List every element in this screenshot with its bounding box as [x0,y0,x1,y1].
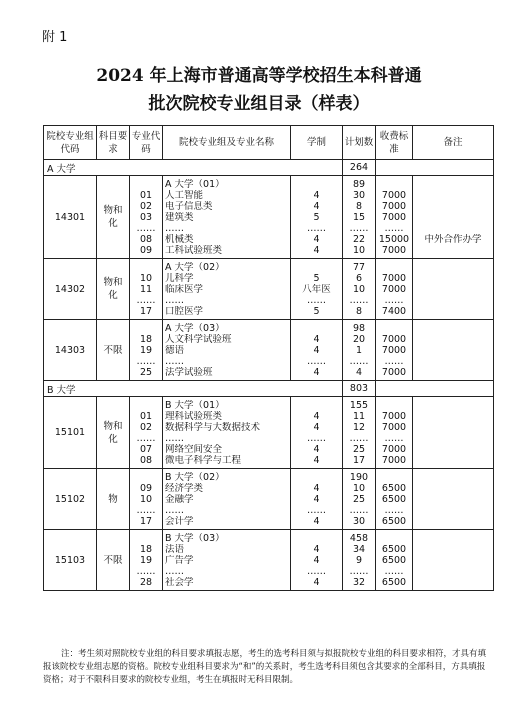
major-code: …… [136,505,156,516]
major-remark [413,433,493,444]
major-plan: …… [349,295,369,306]
subject-requirement: 物和化 [97,259,130,320]
major-remark [413,566,493,577]
major-name: 网络空间安全 [165,444,223,455]
major-name: 社会学 [165,577,194,588]
major-name: 临床医学 [165,284,204,295]
major-code: 09 [139,483,153,494]
major-plan: 4 [355,367,363,378]
group-code: 14303 [44,320,97,381]
major-fee-column [376,397,413,469]
major-code-column [130,530,163,591]
major-name: …… [165,566,184,577]
major-remark [413,179,493,190]
major-name: 建筑类 [165,212,194,223]
major-name: …… [165,356,184,367]
major-name: 法学试验班 [165,367,213,378]
major-code-column [130,469,163,530]
group-row [44,397,494,469]
university-row [44,381,494,397]
header-plan: 计划数 [343,126,376,160]
major-name: B 大学（03） [165,533,225,544]
major-name: B 大学（01） [165,400,225,411]
major-fee: 7000 [381,284,407,295]
major-duration: …… [307,295,326,306]
major-code: 28 [139,577,153,588]
group-row [44,320,494,381]
group-code: 15101 [44,397,97,469]
major-code-column [130,397,163,469]
group-row [44,469,494,530]
major-code: 11 [139,284,153,295]
major-duration [291,323,342,334]
major-fee: 7000 [381,245,407,256]
major-code: 17 [139,516,153,527]
header-remark: 备注 [413,126,494,160]
major-fee-column [376,320,413,381]
major-code: 18 [139,544,153,555]
major-duration: 5 [313,273,320,284]
major-name: 会计学 [165,516,194,527]
major-plan: 1 [355,345,363,356]
major-name: 儿科学 [165,273,194,284]
major-duration [291,533,342,544]
major-plan: 30 [352,516,366,527]
major-remark [413,483,493,494]
major-duration: 4 [313,245,320,256]
major-name: 微电子科学与工程 [165,455,242,466]
major-fee: 7000 [381,444,407,455]
major-remark [413,356,493,367]
major-duration [291,179,342,190]
major-code: 10 [139,273,153,284]
major-duration-column [291,176,343,259]
major-fee: …… [384,566,404,577]
major-fee-column [376,259,413,320]
major-plan: 12 [352,422,366,433]
major-plan-column [343,176,376,259]
major-remark [413,577,493,588]
subject-requirement: 物和化 [97,176,130,259]
major-code [130,533,162,544]
major-code: 08 [139,455,153,466]
major-name: 数据科学与大数据技术 [165,422,261,433]
major-remark [413,422,493,433]
subject-requirement: 物 [97,469,130,530]
major-name: …… [165,295,184,306]
major-plan: 32 [352,577,366,588]
major-code [130,323,162,334]
major-remark [413,555,493,566]
group-code: 15102 [44,469,97,530]
major-code: 08 [139,234,153,245]
subject-requirement: 不限 [97,320,130,381]
major-plan: 10 [352,483,366,494]
major-duration-column [291,469,343,530]
major-code [130,400,162,411]
major-code: 01 [139,190,153,201]
major-code: 19 [139,555,153,566]
major-duration: …… [307,433,326,444]
major-code: …… [136,295,156,306]
major-remark [413,455,493,466]
major-fee: …… [384,433,404,444]
group-code: 15103 [44,530,97,591]
major-plan: …… [349,505,369,516]
major-duration: 4 [313,234,320,245]
major-fee: 6500 [381,544,407,555]
major-name-column [163,320,291,381]
university-row-blank [376,160,494,176]
major-fee: …… [384,356,404,367]
major-plan: 10 [352,245,366,256]
major-remark [413,201,493,212]
major-plan-column [343,530,376,591]
major-fee: …… [384,223,404,234]
major-fee: 7000 [381,212,407,223]
major-name: 机械类 [165,234,194,245]
major-duration: 4 [313,516,320,527]
major-remark [413,245,493,256]
major-plan: 8 [355,306,363,317]
major-plan: 11 [352,411,366,422]
header-subject-req: 科目要求 [97,126,130,160]
major-name: 广告学 [165,555,194,566]
major-name: …… [165,505,184,516]
major-code: 01 [139,411,153,422]
major-duration: 4 [313,483,320,494]
header-name: 院校专业组及专业名称 [163,126,291,160]
major-plan-column [343,397,376,469]
document-title-line1: 2024 年上海市普通高等学校招生本科普通 [96,66,422,86]
major-name-column [163,176,291,259]
major-name: A 大学（01） [165,179,225,190]
major-fee [376,323,412,334]
major-fee: 6500 [381,516,407,527]
major-duration-column [291,259,343,320]
major-plan: 25 [352,494,366,505]
major-code: 17 [139,306,153,317]
major-duration: 4 [313,345,320,356]
major-duration: 4 [313,334,320,345]
major-fee: 7000 [381,455,407,466]
major-duration: 4 [313,494,320,505]
major-duration [291,400,342,411]
major-code: 10 [139,494,153,505]
major-fee-column [376,530,413,591]
major-fee [376,262,412,273]
major-duration [291,472,342,483]
major-remark [413,367,493,378]
major-duration: 4 [313,555,320,566]
major-code: 25 [139,367,153,378]
major-duration: 4 [313,411,320,422]
major-remark: 中外合作办学 [424,234,482,245]
major-duration: 4 [313,544,320,555]
major-name: 工科试验班类 [165,245,223,256]
major-fee: 6500 [381,483,407,494]
major-code: …… [136,566,156,577]
major-remark [413,223,493,234]
major-remark [413,295,493,306]
major-remark [413,400,493,411]
major-code [130,262,162,273]
major-remark [413,505,493,516]
major-code: 07 [139,444,153,455]
attachment-label: 附 1 [42,30,68,45]
major-fee: 7000 [381,334,407,345]
major-plan-column [343,259,376,320]
major-name: 人文科学试验班 [165,334,232,345]
major-name: 理科试验班类 [165,411,223,422]
major-code: 19 [139,345,153,356]
header-duration: 学制 [291,126,343,160]
university-row-blank [376,381,494,397]
major-name-column [163,469,291,530]
major-code: …… [136,356,156,367]
major-fee: 7000 [381,422,407,433]
header-group-code: 院校专业组代码 [44,126,97,160]
major-remark [413,273,493,284]
major-plan-column [343,320,376,381]
major-code: 18 [139,334,153,345]
major-duration: …… [307,223,326,234]
major-name-column [163,259,291,320]
major-remark [413,306,493,317]
major-fee: …… [384,295,404,306]
major-fee: 6500 [381,577,407,588]
university-plan: 803 [343,381,376,397]
major-fee [376,400,412,411]
group-row [44,530,494,591]
major-fee [376,179,412,190]
major-remark [413,190,493,201]
major-name: 口腔医学 [165,306,204,317]
major-duration: 4 [313,444,320,455]
major-code: …… [136,223,156,234]
major-remark [413,262,493,273]
major-name: 德语 [165,345,185,356]
major-code: 02 [139,201,153,212]
major-fee: 7400 [381,306,407,317]
major-remark [413,212,493,223]
major-duration: 5 [313,212,320,223]
major-plan: …… [349,223,369,234]
subject-requirement: 不限 [97,530,130,591]
major-code: …… [136,433,156,444]
major-name: …… [165,223,184,234]
university-row [44,160,494,176]
major-duration: …… [307,566,326,577]
major-duration: 八年医 [302,284,331,295]
major-plan: 15 [352,212,366,223]
major-plan: 34 [352,544,366,555]
major-fee: 15000 [378,234,410,245]
major-plan: 22 [352,234,366,245]
major-remark-column [413,320,494,381]
major-plan: 30 [352,190,366,201]
major-plan: 8 [355,201,363,212]
header-major-code: 专业代码 [130,126,163,160]
header-row [44,126,494,160]
major-code-column [130,176,163,259]
major-name: 金融学 [165,494,194,505]
major-fee: 7000 [381,367,407,378]
major-remark-column [413,397,494,469]
major-remark [413,533,493,544]
major-remark [413,334,493,345]
major-plan: …… [349,356,369,367]
major-fee: 6500 [381,494,407,505]
subject-requirement: 物和化 [97,397,130,469]
major-fee: 7000 [381,190,407,201]
major-plan: 77 [352,262,366,273]
major-plan: 458 [349,533,369,544]
major-remark-column [413,530,494,591]
major-name: 法语 [165,544,185,555]
major-remark [413,411,493,422]
major-code-column [130,320,163,381]
major-plan: 190 [349,472,369,483]
university-plan: 264 [343,160,376,176]
major-name: A 大学（02） [165,262,225,273]
major-remark [413,472,493,483]
major-fee [376,472,412,483]
major-remark [413,544,493,555]
major-duration: 4 [313,367,320,378]
major-plan: 17 [352,455,366,466]
major-plan: 10 [352,284,366,295]
major-name-column [163,397,291,469]
major-fee: 7000 [381,201,407,212]
document-title-line2: 批次院校专业组目录（样表） [148,94,370,114]
major-fee-column [376,469,413,530]
major-plan: 20 [352,334,366,345]
major-remark-column [413,469,494,530]
major-code [130,472,162,483]
major-plan: 9 [355,555,363,566]
major-duration: 4 [313,577,320,588]
major-plan: 6 [355,273,363,284]
major-name: 人工智能 [165,190,204,201]
major-plan: 89 [352,179,366,190]
footnote: 注：考生须对照院校专业组的科目要求填报志愿，考生的选考科目须与拟报院校专业组的科目要求相符，才具有填报该院校专业组志愿的资格。院校专业组科目要求为“和”的关系时，考生选考科目须包含其要求的全部科目，方具填报资格；对于不限科目要求的院校专业组，考生在填报时无科目限制。 [43,649,487,685]
catalog-table [43,125,494,591]
major-name: A 大学（03） [165,323,225,334]
major-remark [413,345,493,356]
major-fee: 6500 [381,555,407,566]
major-duration: 5 [313,306,320,317]
major-duration: …… [307,505,326,516]
major-remark [413,494,493,505]
group-row [44,259,494,320]
major-duration: 4 [313,190,320,201]
major-duration: 4 [313,201,320,212]
major-duration-column [291,397,343,469]
major-name: …… [165,433,184,444]
header-fee: 收费标准 [376,126,413,160]
major-remark-column [413,176,494,259]
major-name: 电子信息类 [165,201,213,212]
major-fee: …… [384,505,404,516]
major-fee-column [376,176,413,259]
university-name: A 大学 [44,160,343,176]
major-remark [413,444,493,455]
major-duration [291,262,342,273]
major-duration: 4 [313,422,320,433]
major-duration-column [291,530,343,591]
major-code: 03 [139,212,153,223]
major-remark [413,323,493,334]
major-plan: …… [349,433,369,444]
major-fee: 7000 [381,273,407,284]
major-code: 09 [139,245,153,256]
major-code [130,179,162,190]
major-remark-column [413,259,494,320]
major-plan: 98 [352,323,366,334]
major-fee: 7000 [381,411,407,422]
major-remark [413,284,493,295]
major-duration: 4 [313,455,320,466]
major-name-column [163,530,291,591]
group-code: 14301 [44,176,97,259]
university-name: B 大学 [44,381,343,397]
major-remark [413,516,493,527]
major-code-column [130,259,163,320]
major-name: B 大学（02） [165,472,225,483]
major-plan: 155 [349,400,369,411]
group-code: 14302 [44,259,97,320]
major-fee: 7000 [381,345,407,356]
major-plan: …… [349,566,369,577]
major-duration: …… [307,356,326,367]
major-plan: 25 [352,444,366,455]
major-plan-column [343,469,376,530]
group-row [44,176,494,259]
major-fee [376,533,412,544]
major-code: 02 [139,422,153,433]
major-name: 经济学类 [165,483,204,494]
major-duration-column [291,320,343,381]
